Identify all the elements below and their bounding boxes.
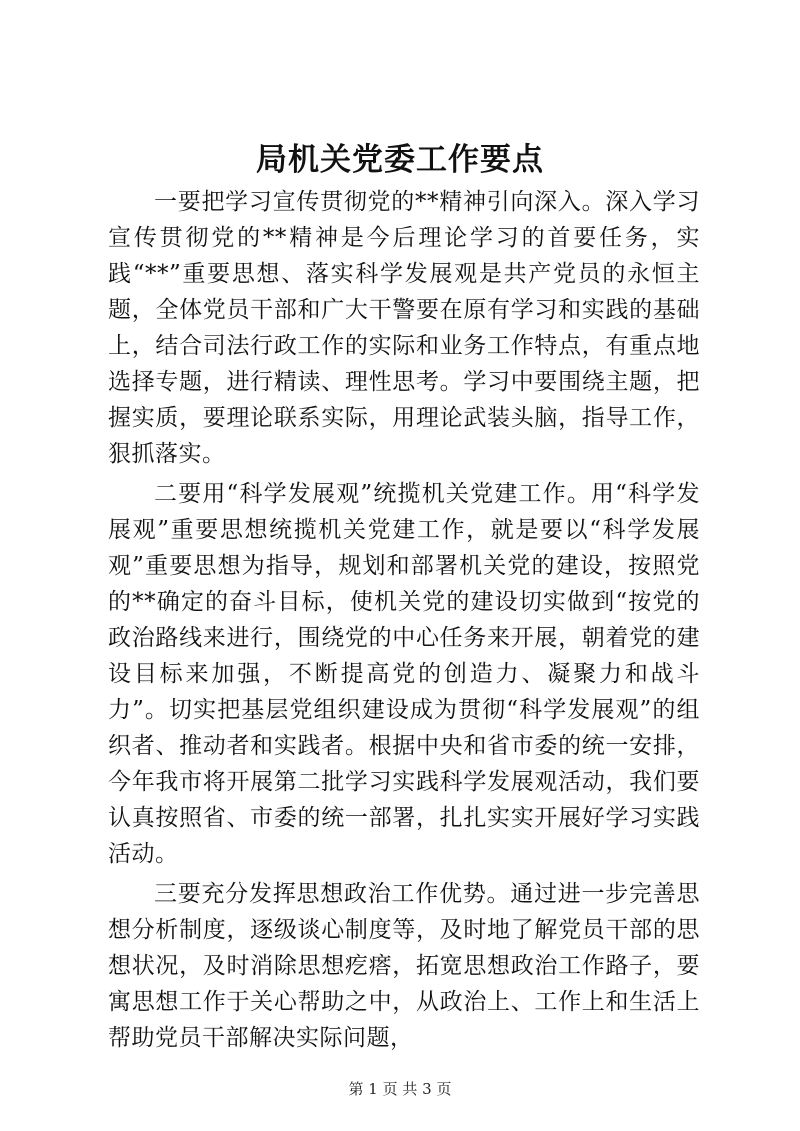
paragraph-3: 三要充分发挥思想政治工作优势。通过进一步完善思想分析制度，逐级谈心制度等，及时地了解党员干部的思想状况，及时消除思想疙瘩，拓宽思想政治工作路子，要寓思想工作于关心帮助之中，从政治上、工作上和生活上帮助党员干部解决实际问题， <box>108 881 700 1051</box>
page-indicator: 第 1 页 共 3 页 <box>348 1080 452 1098</box>
paragraph-2: 二要用“科学发展观”统揽机关党建工作。用“科学发展观”重要思想统揽机关党建工作，就是要以“科学发展观”重要思想为指导，规划和部署机关党的建设，按照党的**确定的奋斗目标，使机关党的建设切实做到“按党的政治路线来进行，围绕党的中心任务来开展，朝着党的建设目标来加强，不断提高党的创造力、凝聚力和战斗力”。切实把基层党组织建设成为贯彻“科学发展观”的组织者、推动者和实践者。根据中央和省市委的统一安排，今年我市将开展第二批学习实践科学发展观活动，我们要认真按照省、市委的统一部署，扎扎实实开展好学习实践活动。 <box>108 481 700 867</box>
document-title: 局机关党委工作要点 <box>256 142 544 178</box>
document-body <box>108 184 700 1056</box>
paragraph-1: 一要把学习宣传贯彻党的**精神引向深入。深入学习宣传贯彻党的**精神是今后理论学习的首要任务，实践“**”重要思想、落实科学发展观是共产党员的永恒主题，全体党员干部和广大干警要在原有学习和实践的基础上，结合司法行政工作的实际和业务工作特点，有重点地选择专题，进行精读、理性思考。学习中要围绕主题，把握实质，要理论联系实际，用理论武装头脑，指导工作，狠抓落实。 <box>108 189 700 467</box>
page-footer <box>0 1079 800 1099</box>
